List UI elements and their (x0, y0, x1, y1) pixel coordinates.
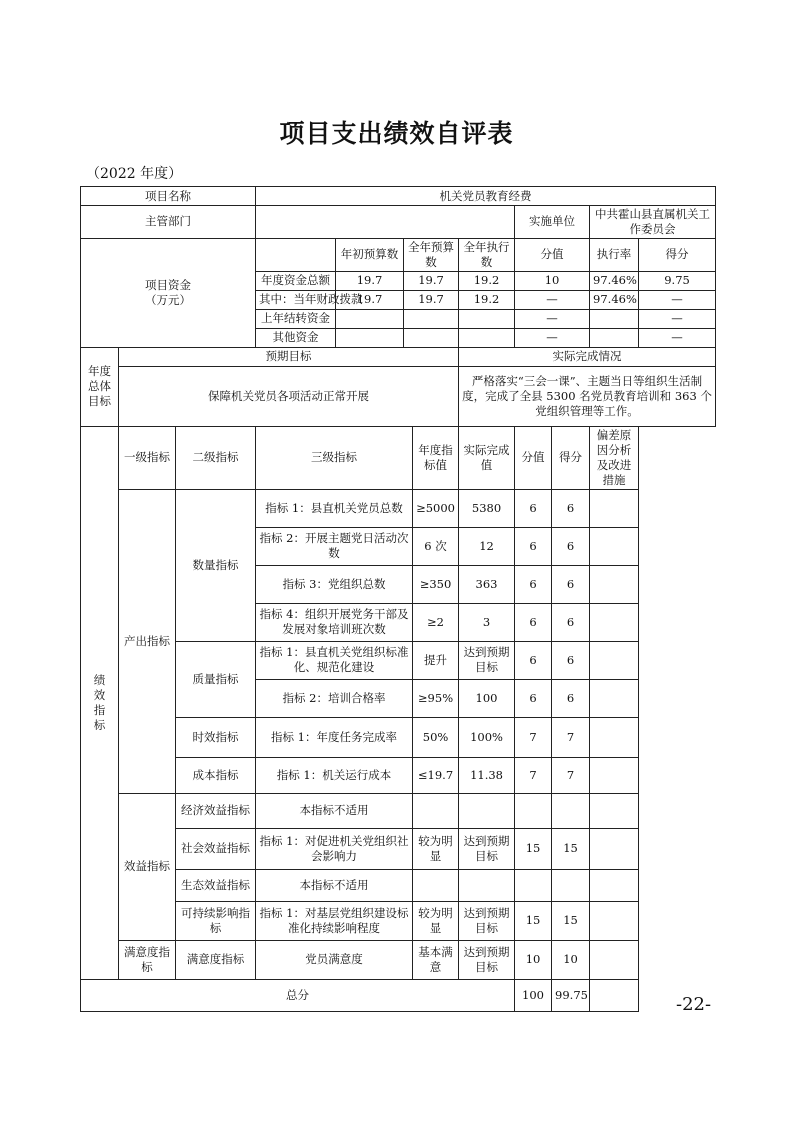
indicator-deviation (590, 901, 639, 940)
indicator-actual: 达到预期目标 (459, 901, 515, 940)
indicator-actual (459, 793, 515, 828)
total-deviation (590, 979, 639, 1011)
indicator-score: 6 (515, 641, 552, 679)
funds-header-blank (256, 238, 336, 271)
dept-label: 主管部门 (81, 206, 256, 239)
funds-cell: — (639, 328, 716, 347)
indicator-got: 10 (552, 940, 590, 979)
funds-header: 全年预算数 (404, 238, 459, 271)
funds-row-label: 其中：当年财政拨款 (256, 290, 336, 309)
indicator-header: 得分 (552, 426, 590, 489)
total-score: 100 (515, 979, 552, 1011)
indicator-score: 15 (515, 901, 552, 940)
indicator-name: 指标 1：机关运行成本 (256, 757, 413, 793)
indicator-score: 7 (515, 757, 552, 793)
indicators-section-label: 绩效指标 (81, 426, 119, 979)
indicator-target: 6 次 (413, 527, 459, 565)
funds-cell (590, 309, 639, 328)
indicator-deviation (590, 828, 639, 869)
indicator-got: 7 (552, 757, 590, 793)
level2-time: 时效指标 (176, 717, 256, 757)
indicator-target: ≥350 (413, 565, 459, 603)
funds-cell (336, 328, 404, 347)
funds-cell: 9.75 (639, 271, 716, 290)
page-title: 项目支出绩效自评表 (279, 119, 514, 148)
level2-quantity: 数量指标 (176, 489, 256, 641)
indicator-got: 7 (552, 717, 590, 757)
indicator-deviation (590, 940, 639, 979)
performance-table (80, 186, 716, 1012)
indicator-deviation (590, 527, 639, 565)
page-number: -22- (676, 994, 712, 1015)
indicator-got: 6 (552, 641, 590, 679)
level2-quality: 质量指标 (176, 641, 256, 717)
indicator-deviation (590, 679, 639, 717)
indicator-actual: 达到预期目标 (459, 940, 515, 979)
goals-actual-header: 实际完成情况 (459, 347, 716, 366)
indicator-deviation (590, 489, 639, 527)
indicator-got: 6 (552, 565, 590, 603)
indicator-target: ≤19.7 (413, 757, 459, 793)
indicator-target: ≥5000 (413, 489, 459, 527)
funds-cell: 10 (515, 271, 590, 290)
goals-expected: 保障机关党员各项活动正常开展 (119, 366, 459, 426)
indicator-target: 提升 (413, 641, 459, 679)
funds-cell: 97.46% (590, 290, 639, 309)
indicator-deviation (590, 757, 639, 793)
funds-cell (590, 328, 639, 347)
indicator-got: 6 (552, 679, 590, 717)
indicator-score (515, 793, 552, 828)
funds-cell (404, 309, 459, 328)
level2-economic: 经济效益指标 (176, 793, 256, 828)
indicator-name: 指标 2：开展主题党日活动次数 (256, 527, 413, 565)
funds-cell: 19.2 (459, 290, 515, 309)
goals-expected-header: 预期目标 (119, 347, 459, 366)
funds-cell: 19.7 (404, 271, 459, 290)
indicator-name: 指标 3：党组织总数 (256, 565, 413, 603)
indicator-header: 二级指标 (176, 426, 256, 489)
funds-row-label: 年度资金总额 (256, 271, 336, 290)
goals-actual: 严格落实“三会一课”、主题当日等组织生活制度，完成了全县 5300 名党员教育培训和 363 个党组织管理等工作。 (459, 366, 716, 426)
funds-cell (404, 328, 459, 347)
indicator-name: 党员满意度 (256, 940, 413, 979)
indicator-header: 分值 (515, 426, 552, 489)
level2-satisfaction: 满意度指标 (176, 940, 256, 979)
indicator-actual: 12 (459, 527, 515, 565)
indicator-deviation (590, 603, 639, 641)
funds-label: 项目资金 （万元） (81, 238, 256, 347)
indicator-score: 6 (515, 603, 552, 641)
indicator-name: 指标 1：对促进机关党组织社会影响力 (256, 828, 413, 869)
indicator-got: 15 (552, 828, 590, 869)
funds-cell: — (515, 309, 590, 328)
indicator-name: 指标 1：对基层党组织建设标准化持续影响程度 (256, 901, 413, 940)
indicator-header: 三级指标 (256, 426, 413, 489)
indicator-header: 一级指标 (119, 426, 176, 489)
goals-label: 年度总体目标 (81, 347, 119, 426)
indicator-actual: 100% (459, 717, 515, 757)
indicator-actual (459, 869, 515, 901)
indicator-name: 指标 2：培训合格率 (256, 679, 413, 717)
indicator-got: 6 (552, 527, 590, 565)
indicator-actual: 5380 (459, 489, 515, 527)
indicator-header: 偏差原因分析及改进措施 (590, 426, 639, 489)
dept-value (256, 206, 515, 239)
funds-cell: 19.7 (404, 290, 459, 309)
funds-row-label: 其他资金 (256, 328, 336, 347)
indicator-target (413, 869, 459, 901)
funds-cell (459, 328, 515, 347)
total-label: 总分 (81, 979, 515, 1011)
indicator-target: 较为明显 (413, 828, 459, 869)
indicator-deviation (590, 869, 639, 901)
indicator-actual: 363 (459, 565, 515, 603)
indicator-score: 6 (515, 489, 552, 527)
indicator-actual: 100 (459, 679, 515, 717)
funds-cell (336, 309, 404, 328)
level2-ecological: 生态效益指标 (176, 869, 256, 901)
funds-cell: — (515, 328, 590, 347)
funds-cell (459, 309, 515, 328)
indicator-name: 指标 4：组织开展党务干部及发展对象培训班次数 (256, 603, 413, 641)
project-name-value: 机关党员教育经费 (256, 187, 716, 206)
indicator-target: 50% (413, 717, 459, 757)
indicator-score (515, 869, 552, 901)
indicator-got (552, 793, 590, 828)
indicator-got: 15 (552, 901, 590, 940)
indicator-actual: 11.38 (459, 757, 515, 793)
indicator-actual: 达到预期目标 (459, 641, 515, 679)
indicator-target: ≥2 (413, 603, 459, 641)
indicator-name: 指标 1：县直机关党员总数 (256, 489, 413, 527)
funds-header: 全年执行数 (459, 238, 515, 271)
indicator-score: 15 (515, 828, 552, 869)
funds-cell: — (639, 309, 716, 328)
funds-header: 年初预算数 (336, 238, 404, 271)
indicator-score: 6 (515, 565, 552, 603)
indicator-score: 6 (515, 679, 552, 717)
indicator-got (552, 869, 590, 901)
indicator-score: 6 (515, 527, 552, 565)
year-label: （2022 年度） (86, 166, 183, 182)
funds-header: 得分 (639, 238, 716, 271)
level1-output: 产出指标 (119, 489, 176, 793)
impl-unit-label: 实施单位 (515, 206, 590, 239)
funds-cell: — (515, 290, 590, 309)
indicator-target: 较为明显 (413, 901, 459, 940)
indicator-name: 指标 1：年度任务完成率 (256, 717, 413, 757)
indicator-actual: 达到预期目标 (459, 828, 515, 869)
indicator-score: 10 (515, 940, 552, 979)
funds-header: 分值 (515, 238, 590, 271)
funds-row-label: 上年结转资金 (256, 309, 336, 328)
indicator-got: 6 (552, 603, 590, 641)
funds-header: 执行率 (590, 238, 639, 271)
funds-cell: 19.2 (459, 271, 515, 290)
impl-unit-value: 中共霍山县直属机关工作委员会 (590, 206, 716, 239)
indicator-name: 本指标不适用 (256, 793, 413, 828)
indicator-deviation (590, 565, 639, 603)
indicator-score: 7 (515, 717, 552, 757)
level2-sustain: 可持续影响指标 (176, 901, 256, 940)
indicator-target (413, 793, 459, 828)
level2-social: 社会效益指标 (176, 828, 256, 869)
indicator-actual: 3 (459, 603, 515, 641)
indicator-got: 6 (552, 489, 590, 527)
indicator-target: ≥95% (413, 679, 459, 717)
indicator-name: 指标 1：县直机关党组织标准化、规范化建设 (256, 641, 413, 679)
indicator-deviation (590, 717, 639, 757)
funds-cell: 97.46% (590, 271, 639, 290)
level1-benefit: 效益指标 (119, 793, 176, 940)
indicator-name: 本指标不适用 (256, 869, 413, 901)
total-got: 99.75 (552, 979, 590, 1011)
funds-cell: 19.7 (336, 271, 404, 290)
indicator-header: 年度指标值 (413, 426, 459, 489)
indicator-deviation (590, 793, 639, 828)
level1-satisfaction: 满意度指标 (119, 940, 176, 979)
level2-cost: 成本指标 (176, 757, 256, 793)
project-name-label: 项目名称 (81, 187, 256, 206)
indicator-header: 实际完成值 (459, 426, 515, 489)
indicator-deviation (590, 641, 639, 679)
indicator-target: 基本满意 (413, 940, 459, 979)
funds-cell: 19.7 (336, 290, 404, 309)
funds-cell: — (639, 290, 716, 309)
